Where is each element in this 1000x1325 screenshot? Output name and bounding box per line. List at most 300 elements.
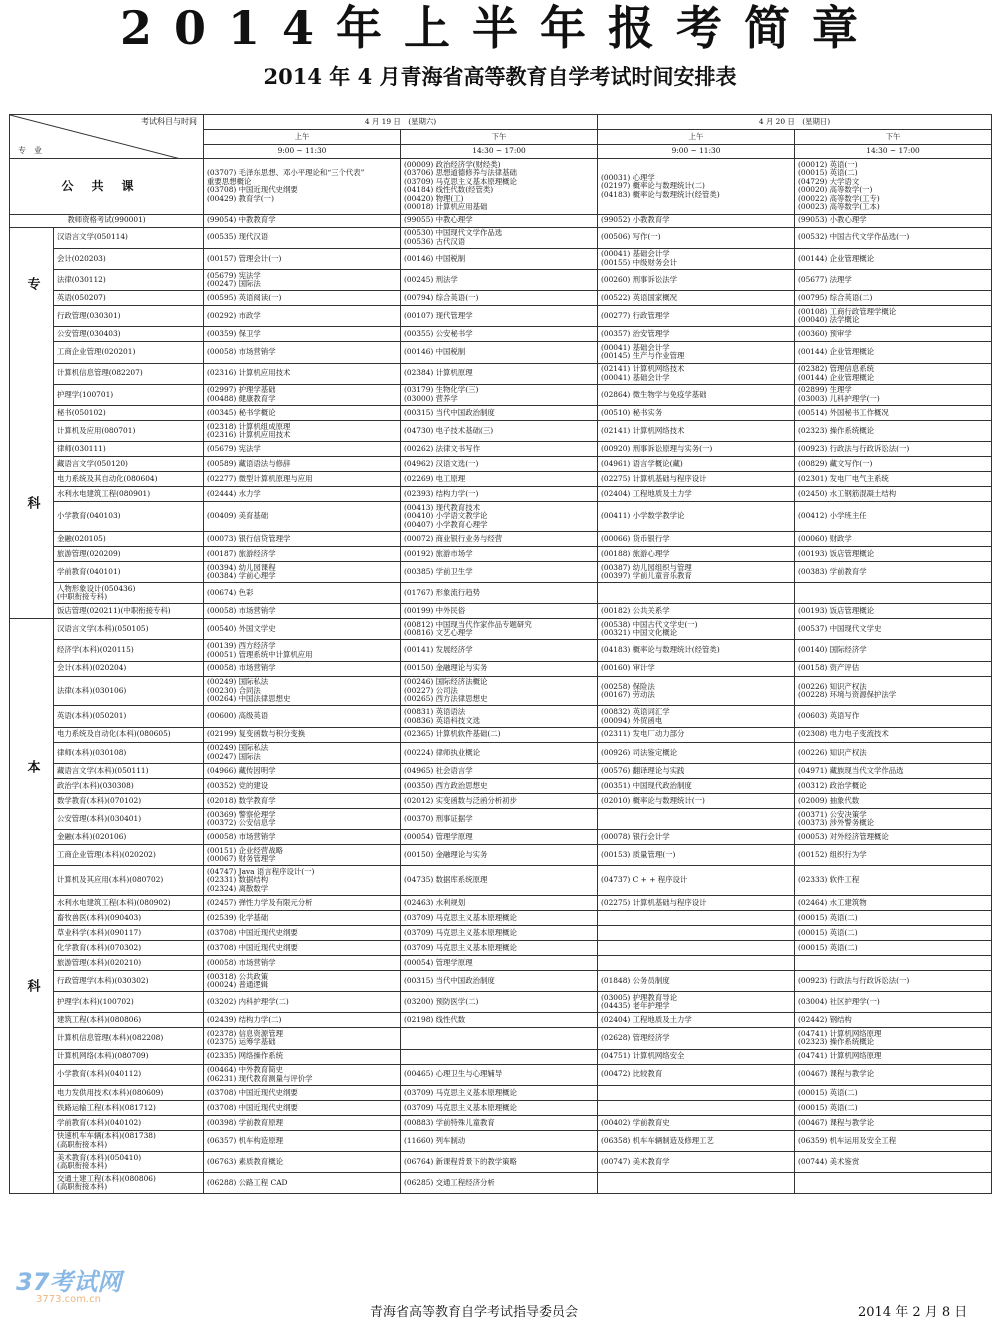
course-entry: (00467) 课程与教学论 [798, 1117, 874, 1127]
major-name-text: 护理学(本科)(100702) [57, 997, 134, 1007]
exam-cell [598, 706, 795, 727]
major-name [54, 363, 204, 384]
course-entry: (00247) 国际法 [207, 751, 261, 761]
course-entry: (00397) 学前儿童音乐教育 [601, 570, 692, 580]
major-row [10, 640, 992, 661]
major-name [54, 561, 204, 582]
course-entry: (02308) 电力电子变流技术 [798, 729, 889, 739]
course-entry: (02141) 计算机网络技术 [601, 364, 685, 374]
period-header: 下午 [795, 130, 992, 145]
course-entry: (00394) 幼儿园课程 [207, 562, 276, 572]
exam-cell [401, 269, 598, 290]
course-entry: (04965) 社会语言学 [404, 765, 473, 775]
exam-cell [204, 1049, 401, 1064]
major-row [10, 384, 992, 405]
major-name-text: 电力系统及自动化(本科)(080605) [57, 729, 171, 739]
course-entry: (02269) 电工原理 [404, 473, 466, 483]
course-entry: (02375) 运筹学基础 [207, 1037, 276, 1047]
course-entry: (00530) 中国现代文学作品选 [404, 228, 503, 238]
major-name-text: 计算机及其应用(本科)(080702) [57, 875, 164, 885]
major-name [54, 248, 204, 269]
course-entry: (00167) 劳动法 [601, 690, 655, 700]
exam-cell [204, 442, 401, 457]
course-entry: (02463) 水利规划 [404, 897, 466, 907]
footer-organization: 青海省高等教育自学考试指导委员会 [370, 1305, 579, 1320]
course-entry: (00193) 饭店管理概论 [798, 606, 874, 616]
exam-cell [795, 808, 992, 829]
exam-cell [598, 763, 795, 778]
major-name [54, 619, 204, 640]
major-row [10, 1013, 992, 1028]
major-name-note: (高职衔接本科) [57, 1139, 108, 1149]
major-name [54, 405, 204, 420]
course-entry: (00058) 市场营销学 [207, 606, 276, 616]
major-name-text: 小学教育(040103) [57, 511, 121, 521]
major-row [10, 248, 992, 269]
course-entry: (00145) 生产与作业管理 [601, 351, 685, 361]
course-entry: (00108) 工商行政管理学概论 [798, 306, 897, 316]
major-name [54, 502, 204, 532]
category-label: 专 科 [10, 227, 54, 619]
course-entry: (00158) 资产评估 [798, 663, 860, 673]
exam-cell [204, 970, 401, 991]
course-entry: (00245) 刑法学 [404, 274, 458, 284]
exam-cell [204, 619, 401, 640]
course-entry: (00355) 公安秘书学 [404, 329, 473, 339]
course-entry: (02197) 概率论与数理统计(二) [601, 181, 705, 191]
exam-cell [598, 940, 795, 955]
course-entry: (00015) 英语(二) [798, 912, 858, 922]
course-entry: (00247) 国际法 [207, 279, 261, 289]
exam-cell [204, 159, 401, 215]
course-entry: (00012) 英语(一) [798, 160, 858, 170]
major-name-text: 藏语言文学(050120) [57, 458, 128, 468]
course-entry: (00538) 中国古代文学史(一) [601, 619, 698, 629]
major-row [10, 1115, 992, 1130]
exam-cell [401, 940, 598, 955]
exam-cell [795, 706, 992, 727]
exam-cell [598, 1013, 795, 1028]
course-entry: (02382) 管理信息系统 [798, 364, 874, 374]
exam-cell [401, 1173, 598, 1194]
exam-cell [401, 583, 598, 604]
exam-cell [598, 808, 795, 829]
course-entry: (03200) 预防医学(二) [404, 997, 479, 1007]
course-entry: (02198) 线性代数 [404, 1015, 466, 1025]
exam-cell [204, 583, 401, 604]
course-entry: (02404) 工程地质及土力学 [601, 488, 692, 498]
exam-cell [598, 306, 795, 327]
major-name [54, 1173, 204, 1194]
course-entry: (00373) 涉外警务概论 [798, 817, 874, 827]
major-name [54, 1130, 204, 1151]
exam-cell [204, 845, 401, 866]
course-entry: (00576) 翻译理论与实践 [601, 765, 685, 775]
course-entry: (02365) 计算机软件基础(二) [404, 729, 501, 739]
exam-cell [795, 604, 992, 619]
major-name-text: 铁路运输工程(本科)(081712) [57, 1102, 156, 1112]
exam-cell [795, 925, 992, 940]
major-name-text: 电力发供用技术(本科)(080609) [57, 1087, 164, 1097]
teacher-qualification-row [10, 214, 992, 227]
course-entry: (03707) 毛泽东思想、邓小平理论和“三个代表” [207, 168, 365, 178]
major-name: 教师资格考试(990001) [10, 214, 204, 227]
course-entry: (03709) 马克思主义基本原理概论 [404, 927, 517, 937]
major-name-text: 畜牧兽医(本科)(090403) [57, 912, 142, 922]
exam-cell [598, 487, 795, 502]
major-name [54, 910, 204, 925]
major-row [10, 531, 992, 546]
course-entry: (02450) 水工钢筋混凝土结构 [798, 488, 897, 498]
exam-cell [204, 306, 401, 327]
course-entry: (03000) 营养学 [404, 393, 458, 403]
major-row [10, 442, 992, 457]
major-name-text: 计算机及应用(080701) [57, 425, 136, 435]
course-entry: (00072) 商业银行业务与经营 [404, 533, 503, 543]
course-entry: (00836) 英语科技文选 [404, 715, 480, 725]
exam-cell [795, 1151, 992, 1172]
exam-cell [204, 342, 401, 363]
major-name-text: 护理学(100701) [57, 389, 114, 399]
exam-cell [598, 895, 795, 910]
major-name-note: (高职衔接本科) [57, 1182, 108, 1192]
course-entry: (00595) 英语阅读(一) [207, 292, 282, 302]
table-corner-cell [10, 115, 204, 159]
exam-cell [598, 457, 795, 472]
exam-cell [401, 384, 598, 405]
course-entry: (03709) 马克思主义基本原理概论 [404, 1102, 517, 1112]
exam-cell [795, 342, 992, 363]
exam-cell [204, 604, 401, 619]
major-row [10, 676, 992, 706]
exam-cell [598, 1115, 795, 1130]
course-entry: (00674) 色彩 [207, 587, 254, 597]
major-row [10, 546, 992, 561]
exam-cell [598, 342, 795, 363]
major-name [54, 420, 204, 441]
footer-date: 2014 年 2 月 8 日 [858, 1305, 968, 1320]
exam-cell [401, 546, 598, 561]
major-name-text: 草业科学(本科)(090117) [57, 927, 142, 937]
course-entry: (02199) 复变函数与积分变换 [207, 729, 306, 739]
course-entry: (02384) 计算机原理 [404, 368, 473, 378]
exam-cell [598, 1028, 795, 1049]
exam-cell [598, 727, 795, 742]
course-entry: (00015) 英语(二) [798, 942, 858, 952]
exam-cell [204, 640, 401, 661]
course-entry: (00409) 美育基础 [207, 511, 269, 521]
course-entry: (00926) 司法鉴定概论 [601, 747, 677, 757]
course-entry: (00312) 政治学概论 [798, 780, 867, 790]
course-entry: (02628) 管理经济学 [601, 1033, 670, 1043]
course-entry: (00816) 文艺心理学 [404, 628, 473, 638]
exam-cell [401, 405, 598, 420]
exam-cell [204, 742, 401, 763]
course-entry: (04730) 电子技术基础(三) [404, 425, 494, 435]
exam-cell [598, 640, 795, 661]
course-entry: (03706) 思想道德修养与法律基础 [404, 168, 517, 178]
exam-cell [204, 1085, 401, 1100]
major-name-text: 经济学(本科)(020115) [57, 645, 134, 655]
course-entry: (00188) 旅游心理学 [601, 548, 670, 558]
course-entry: (00603) 英语写作 [798, 711, 860, 721]
exam-cell [795, 1085, 992, 1100]
exam-cell [795, 910, 992, 925]
exam-cell [795, 487, 992, 502]
exam-cell [598, 583, 795, 604]
major-row [10, 845, 992, 866]
exam-cell [795, 531, 992, 546]
exam-cell [401, 676, 598, 706]
course-entry: (02997) 护理学基础 [207, 385, 276, 395]
exam-cell [598, 502, 795, 532]
exam-cell [401, 742, 598, 763]
course-entry: (00192) 旅游市场学 [404, 548, 473, 558]
course-entry: (03004) 社区护理学(一) [798, 997, 880, 1007]
course-entry: (00144) 企业管理概论 [798, 372, 874, 382]
exam-cell [204, 676, 401, 706]
major-name-text: 快速机车车辆(本科)(081738) [57, 1131, 156, 1141]
course-entry: (05679) 宪法学 [207, 443, 261, 453]
course-entry: (00067) 财务管理学 [207, 854, 276, 864]
course-entry: (00923) 行政法与行政诉讼法(一) [798, 975, 910, 985]
course-entry: (00795) 综合英语(二) [798, 292, 873, 302]
course-entry: (00260) 刑事诉讼法学 [601, 274, 677, 284]
course-entry: (03708) 中国近现代史纲要 [207, 1087, 298, 1097]
major-name-text: 计算机信息管理(082207) [57, 368, 143, 378]
exam-cell [204, 925, 401, 940]
course-entry: (00160) 审计学 [601, 663, 655, 673]
exam-cell [401, 793, 598, 808]
exam-cell [401, 472, 598, 487]
major-name-text: 旅游管理(本科)(020210) [57, 957, 142, 967]
major-name [54, 384, 204, 405]
major-name-text: 电力系统及其自动化(080604) [57, 473, 158, 483]
course-entry: (00150) 金融理论与实务 [404, 849, 488, 859]
exam-cell [204, 992, 401, 1013]
major-name-text: 公安管理(本科)(030401) [57, 813, 142, 823]
course-entry: (00054) 管理学原理 [404, 831, 473, 841]
course-entry: (00429) 教育学(一) [207, 193, 274, 203]
major-name-text: 律师(030111) [57, 443, 106, 453]
course-entry: (00369) 警察伦理学 [207, 809, 276, 819]
exam-cell [598, 248, 795, 269]
exam-cell [401, 248, 598, 269]
public-course-label: 公共课 [10, 159, 204, 215]
course-entry: (02018) 数学教育学 [207, 795, 276, 805]
exam-cell [401, 808, 598, 829]
exam-cell [598, 1151, 795, 1172]
exam-cell [401, 1115, 598, 1130]
course-entry: (99052) 小教教育学 [601, 215, 670, 225]
period-header: 上午 [204, 130, 401, 145]
major-name-text: 行政管理(030301) [57, 311, 121, 321]
major-name [54, 845, 204, 866]
course-entry: (03709) 马克思主义基本原理概论 [404, 176, 517, 186]
major-row [10, 992, 992, 1013]
exam-cell [598, 269, 795, 290]
major-row [10, 970, 992, 991]
major-row [10, 405, 992, 420]
course-entry: (02301) 发电厂电气主系统 [798, 473, 889, 483]
course-entry: (00372) 公安信息学 [207, 817, 276, 827]
exam-cell [204, 384, 401, 405]
exam-cell [204, 546, 401, 561]
exam-cell [401, 992, 598, 1013]
major-name-text: 饭店管理(020211)(中职衔接专科) [57, 606, 171, 616]
major-row [10, 925, 992, 940]
exam-cell [795, 1173, 992, 1194]
course-entry: (00537) 中国现代文学史 [798, 624, 882, 634]
major-row [10, 1100, 992, 1115]
major-row [10, 472, 992, 487]
site-watermark-logo [16, 1262, 166, 1312]
exam-cell [401, 895, 598, 910]
exam-cell [401, 487, 598, 502]
course-entry: (00352) 党的建设 [207, 780, 269, 790]
exam-cell [204, 727, 401, 742]
major-name [54, 866, 204, 896]
exam-cell [401, 531, 598, 546]
exam-cell [204, 1064, 401, 1085]
exam-cell [401, 306, 598, 327]
public-course-row [10, 159, 992, 215]
exam-cell [598, 1085, 795, 1100]
course-entry: (00402) 学前教育史 [601, 1117, 670, 1127]
page-title: 2014年上半年报考简章 [119, 1, 881, 55]
course-entry: (00536) 古代汉语 [404, 236, 466, 246]
exam-cell [401, 342, 598, 363]
course-entry: (00467) 课程与教学论 [798, 1069, 874, 1079]
major-name-text: 建筑工程(本科)(080806) [57, 1015, 142, 1025]
time-header: 14:30 ~ 17:00 [401, 145, 598, 159]
course-entry: (00410) 小学语文教学论 [404, 511, 488, 521]
major-name-text: 水利水电建筑工程(080901) [57, 488, 151, 498]
major-name-text: 政治学(本科)(030308) [57, 780, 134, 790]
major-row [10, 808, 992, 829]
course-entry: (02318) 计算机组成原理 [207, 421, 291, 431]
course-entry: (02009) 抽象代数 [798, 795, 860, 805]
major-row [10, 227, 992, 248]
course-entry: (00318) 公共政策 [207, 971, 269, 981]
course-entry: (03709) 马克思主义基本原理概论 [404, 1087, 517, 1097]
course-entry: (00249) 国际私法 [207, 743, 269, 753]
major-name-text: 法律(030112) [57, 274, 106, 284]
course-entry: (00883) 学前特殊儿童教育 [404, 1117, 495, 1127]
course-entry: (00058) 市场营销学 [207, 831, 276, 841]
course-entry: (00023) 高等数学(工本) [798, 202, 880, 212]
exam-cell [204, 214, 401, 227]
major-row [10, 830, 992, 845]
course-entry: (02141) 计算机网络技术 [601, 425, 685, 435]
course-entry: (02393) 结构力学(一) [404, 488, 479, 498]
course-entry: (06288) 公路工程 CAD [207, 1178, 288, 1187]
exam-cell [795, 1115, 992, 1130]
major-name-text: 旅游管理(020209) [57, 548, 121, 558]
major-row [10, 487, 992, 502]
major-name-text: 化学教育(本科)(070302) [57, 942, 142, 952]
exam-cell [401, 291, 598, 306]
major-name-text: 计算机信息管理(本科)(082208) [57, 1033, 164, 1043]
major-row [10, 1028, 992, 1049]
exam-cell [401, 457, 598, 472]
exam-cell [795, 248, 992, 269]
exam-cell [795, 457, 992, 472]
course-entry: (00182) 公共关系学 [601, 606, 670, 616]
exam-cell [598, 604, 795, 619]
course-entry: (00407) 小学教育心理学 [404, 519, 488, 529]
exam-cell [401, 1100, 598, 1115]
exam-cell [598, 619, 795, 640]
major-name [54, 955, 204, 970]
exam-cell [598, 925, 795, 940]
course-entry: (00831) 英语语法 [404, 707, 466, 717]
exam-cell [204, 561, 401, 582]
course-entry: (02311) 发电厂动力部分 [601, 729, 685, 739]
major-name [54, 1085, 204, 1100]
course-entry: (02331) 数据结构 [207, 875, 269, 885]
course-entry: (06231) 现代教育测量与评价学 [207, 1073, 313, 1083]
course-entry: (03708) 中国近现代史纲要 [207, 927, 298, 937]
course-entry: (00053) 对外经济管理概论 [798, 831, 889, 841]
exam-cell [401, 442, 598, 457]
day-header: 4 月 19 日 (星期六) [204, 115, 598, 130]
course-entry: (02010) 概率论与数理统计(一) [601, 795, 705, 805]
course-entry: (00258) 保险法 [601, 681, 655, 691]
course-entry: (00923) 行政法与行政诉讼法(一) [798, 443, 910, 453]
exam-cell [598, 159, 795, 215]
course-entry: (04435) 老年护理学 [601, 1001, 670, 1011]
exam-cell [204, 763, 401, 778]
course-entry: (00041) 基础会计学 [601, 372, 670, 382]
course-entry: (00398) 学前教育原理 [207, 1117, 283, 1127]
course-entry: (00589) 藏语语法与修辞 [207, 458, 291, 468]
course-entry: (00345) 秘书学概论 [207, 407, 276, 417]
exam-cell [204, 808, 401, 829]
exam-cell [795, 291, 992, 306]
major-name [54, 1151, 204, 1172]
exam-cell [401, 1049, 598, 1064]
course-entry: (00277) 行政管理学 [601, 311, 670, 321]
exam-cell [401, 604, 598, 619]
major-name [54, 925, 204, 940]
exam-cell [598, 1064, 795, 1085]
course-entry: (00066) 货币银行学 [601, 533, 670, 543]
exam-cell [598, 661, 795, 676]
course-entry: (00360) 预审学 [798, 329, 852, 339]
exam-cell [795, 661, 992, 676]
major-name-text: 会计(本科)(020204) [57, 663, 127, 673]
exam-cell [204, 895, 401, 910]
course-entry: (00794) 综合英语(一) [404, 292, 479, 302]
course-entry: (03708) 中国近现代史纲要 [207, 1102, 298, 1112]
major-name [54, 895, 204, 910]
course-entry: (04747) Java 语言程序设计(一) [207, 866, 315, 876]
exam-cell [795, 763, 992, 778]
course-entry: (00073) 银行信贷管理学 [207, 533, 291, 543]
exam-cell [401, 420, 598, 441]
course-entry: (06763) 素质教育概论 [207, 1156, 283, 1166]
course-entry: (00144) 企业管理概论 [798, 253, 874, 263]
exam-cell [598, 420, 795, 441]
course-entry: (00488) 健康教育学 [207, 393, 276, 403]
exam-cell [795, 970, 992, 991]
exam-cell [204, 269, 401, 290]
course-entry: (00351) 中国现代政治制度 [601, 780, 692, 790]
major-name [54, 676, 204, 706]
exam-cell [795, 472, 992, 487]
major-name [54, 442, 204, 457]
